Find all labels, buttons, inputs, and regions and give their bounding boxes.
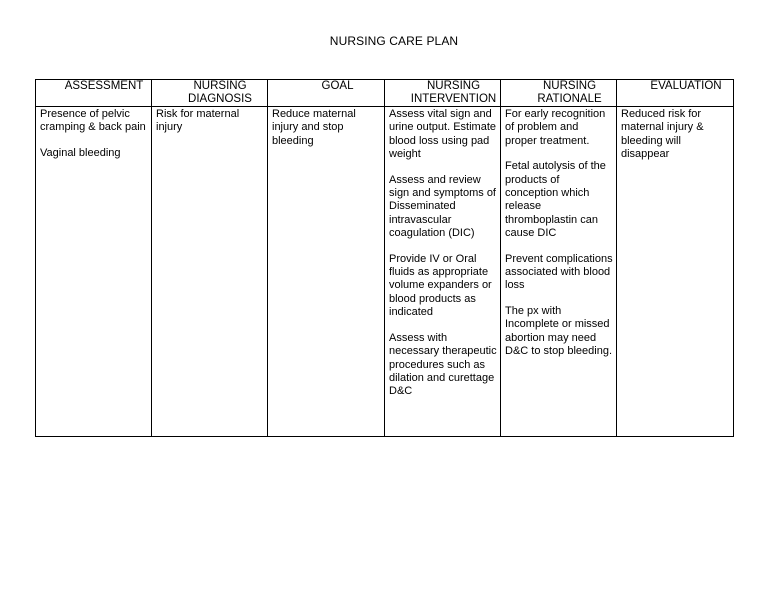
rationale-item: Fetal autolysis of the products of conception which release thromboplastin can cause DIC xyxy=(505,160,606,240)
rationale-item: Prevent complications associated with blood loss xyxy=(505,252,613,292)
evaluation-item: Reduced risk for maternal injury & bleeding will disappear xyxy=(621,108,704,161)
table-header-row xyxy=(36,80,734,107)
header-goal: GOAL xyxy=(268,80,385,107)
intervention-item: Assess vital sign and urine output. Estimate blood loss using pad weight xyxy=(389,108,497,161)
goal-item: Reduce maternal injury and stop bleeding xyxy=(272,108,356,147)
nursing-care-plan-table xyxy=(35,79,734,437)
header-assessment: ASSESSMENT xyxy=(36,80,152,107)
intervention-item: Assess and review sign and symptoms of Disseminated intravascular coagulation (DIC) xyxy=(389,173,496,240)
header-evaluation: EVALUATION xyxy=(617,80,734,107)
intervention-item: Provide IV or Oral fluids as appropriate volume expanders or blood products as indicated xyxy=(389,252,492,319)
document-title: NURSING CARE PLAN xyxy=(329,34,459,48)
header-nursing-diagnosis: NURSING DIAGNOSIS xyxy=(152,80,268,107)
diagnosis-item: Risk for maternal injury xyxy=(156,108,240,134)
cell-nursing-diagnosis xyxy=(152,107,268,437)
cell-evaluation xyxy=(617,107,734,437)
rationale-item: For early recognition of problem and proper treatment. xyxy=(505,108,606,147)
rationale-item: The px with Incomplete or missed abortion may need D&C to stop bleeding. xyxy=(505,304,613,358)
cell-goal xyxy=(268,107,385,437)
assessment-item: Presence of pelvic cramping & back pain xyxy=(40,108,146,134)
assessment-item: Vaginal bleeding xyxy=(40,146,121,159)
intervention-item: Assess with necessary therapeutic procedures such as dilation and curettage D&C xyxy=(389,331,497,398)
header-nursing-rationale: NURSING RATIONALE xyxy=(501,80,617,107)
cell-assessment xyxy=(36,107,152,437)
cell-nursing-rationale xyxy=(501,107,617,437)
header-nursing-intervention: NURSING INTERVENTION xyxy=(385,80,501,107)
table-row xyxy=(36,107,734,437)
cell-nursing-intervention xyxy=(385,107,501,437)
